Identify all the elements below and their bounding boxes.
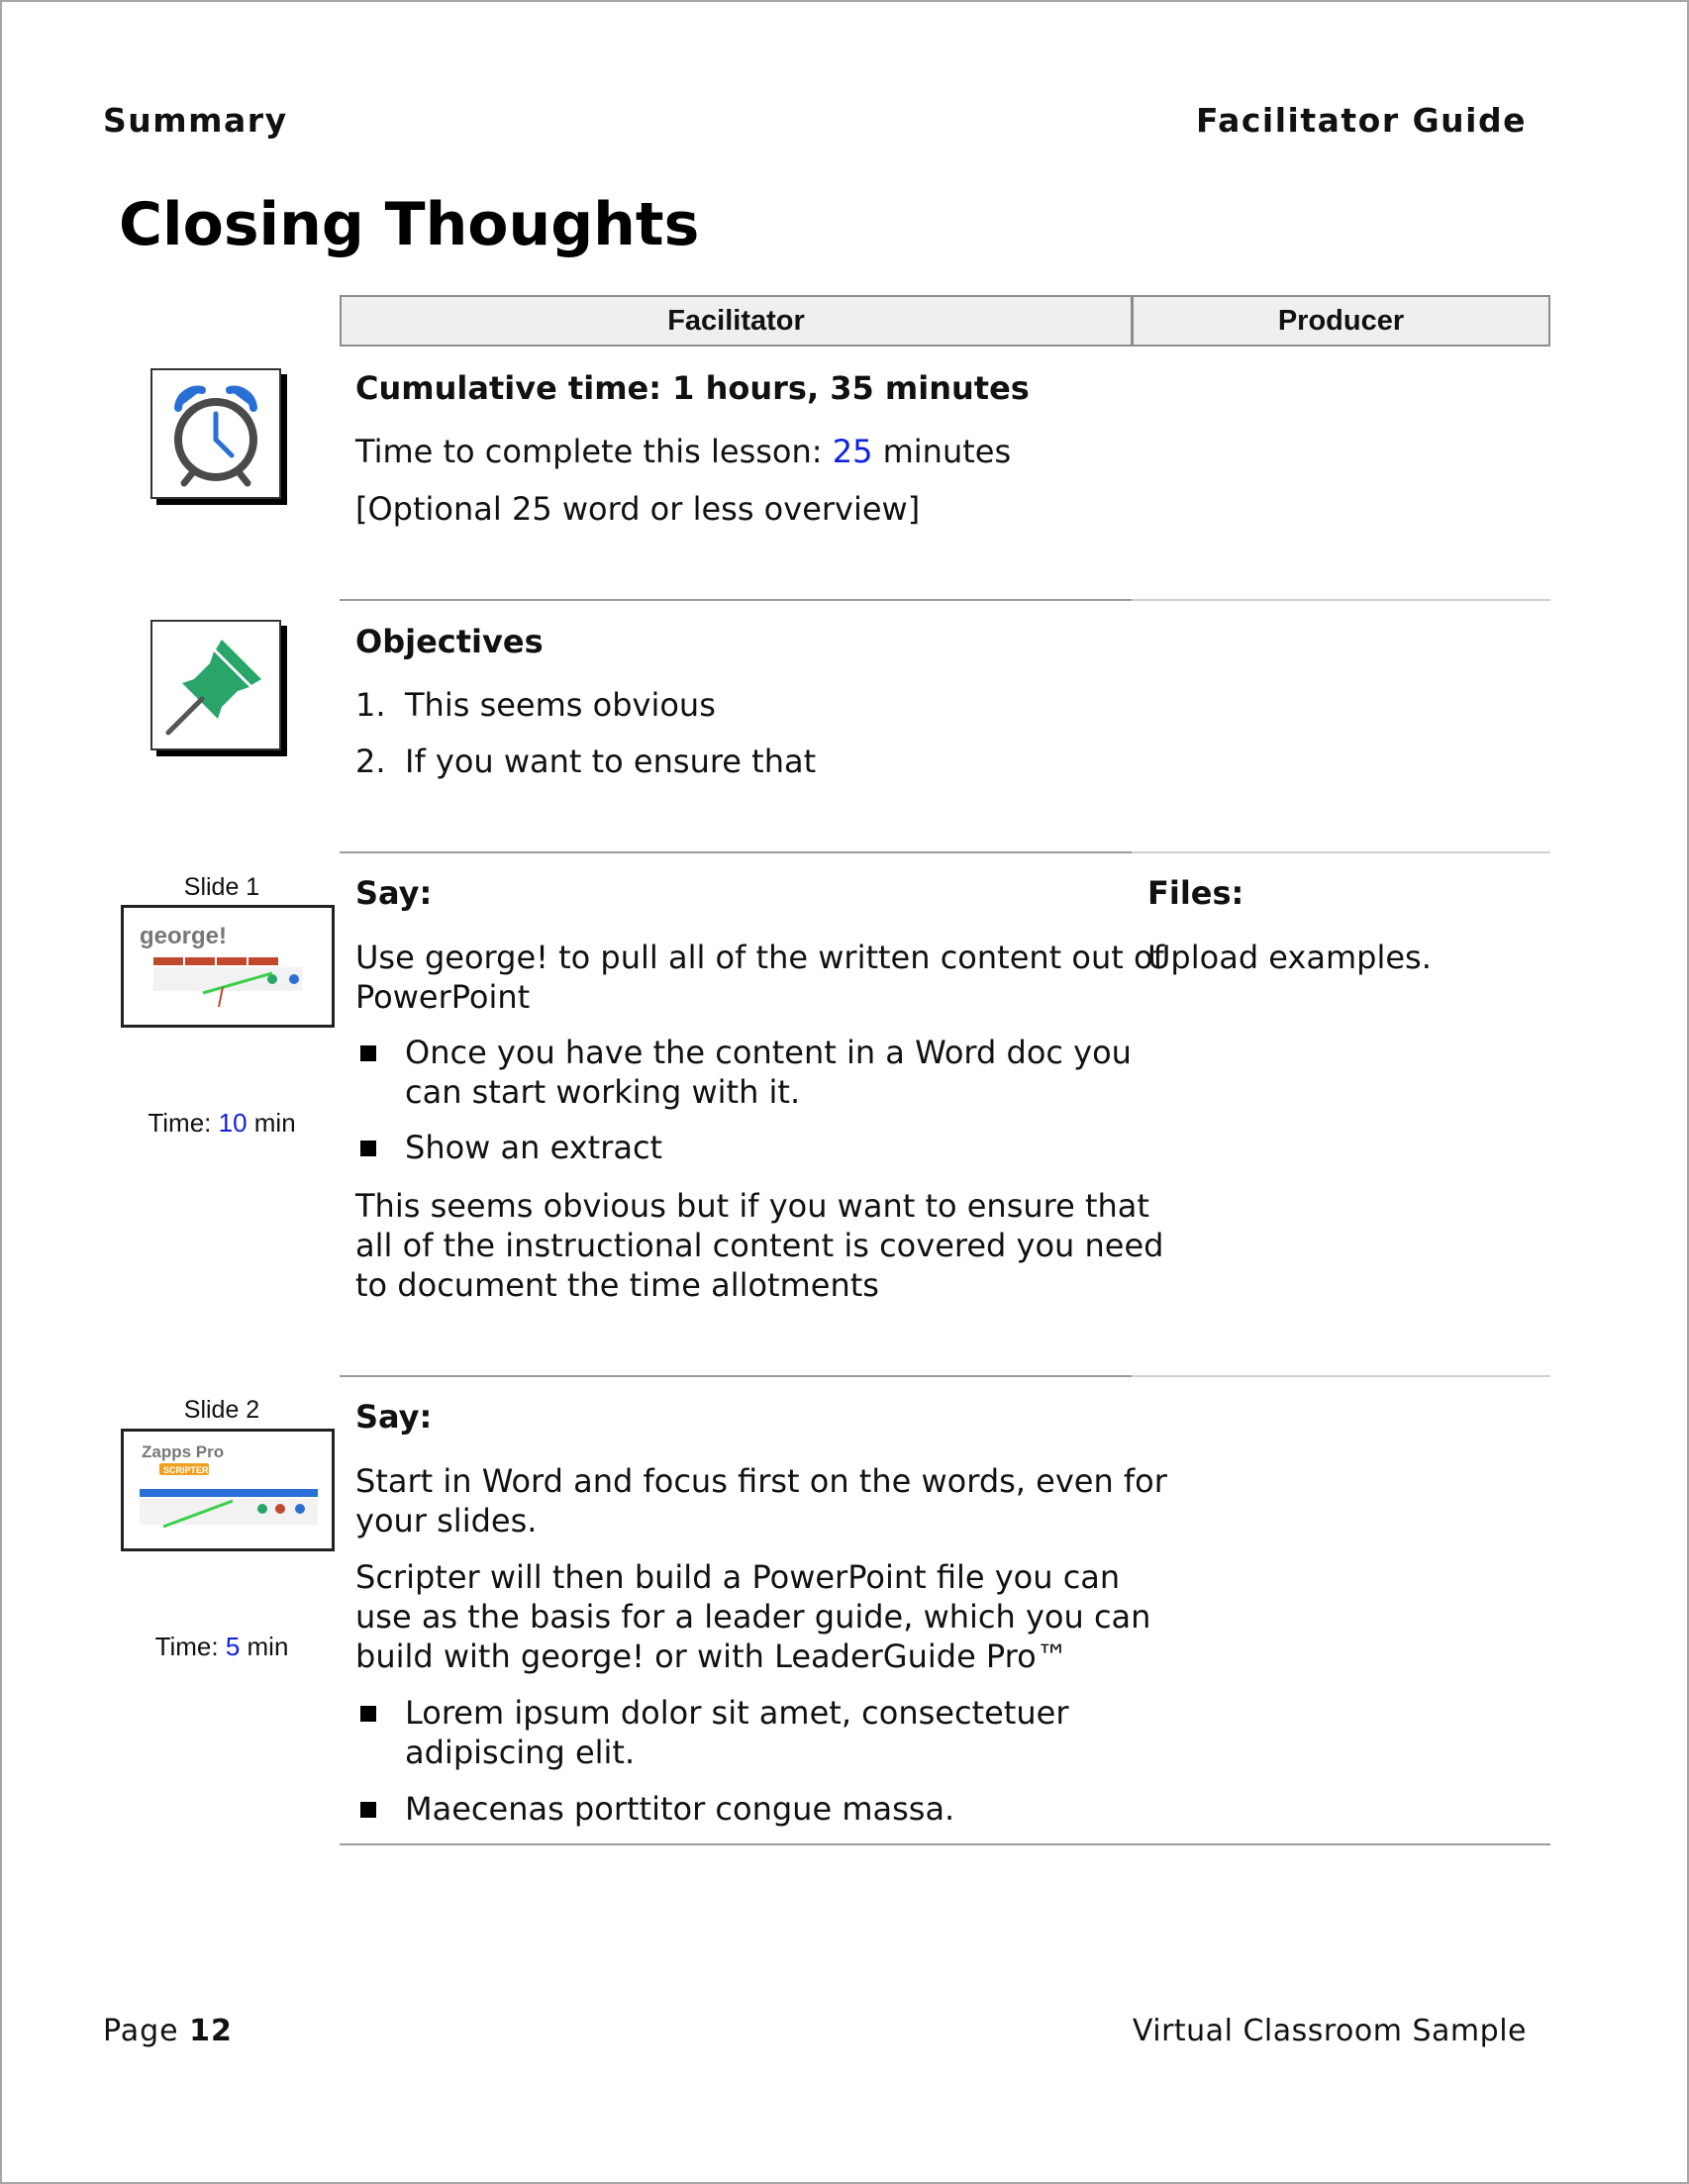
slide-1-time: [113, 1108, 331, 1139]
slide-1-time-value: 10: [218, 1108, 248, 1138]
column-header-facilitator-label: Facilitator: [667, 305, 805, 337]
footer-document-name: Virtual Classroom Sample: [1132, 2014, 1527, 2048]
row-divider: [340, 599, 1134, 601]
slide-2-thumb-logo: Zapps Pro: [142, 1442, 225, 1461]
footer-page-number: [103, 2014, 233, 2048]
slide-1-thumb-logo: george!: [140, 923, 228, 949]
slide-2-time-value: 5: [225, 1632, 241, 1661]
row-divider: [340, 1375, 1134, 1377]
lesson-time-prefix: Time to complete this lesson:: [355, 433, 833, 470]
lesson-time-minutes: 25: [832, 433, 873, 470]
slide-2-thumbnail[interactable]: [121, 1429, 335, 1551]
column-header-producer-label: Producer: [1277, 305, 1405, 337]
slide-2-bullet-1-line2: adipiscing elit.: [405, 1734, 636, 1771]
row-divider: [1132, 1375, 1550, 1377]
pushpin-icon: [150, 620, 281, 750]
bullet-marker: [360, 1706, 376, 1722]
slide-2-bullet-1-line1: Lorem ipsum dolor sit amet, consectetuer: [405, 1694, 1069, 1732]
slide-2-label: Slide 2: [183, 1396, 260, 1424]
slide-1-bullet-1-line2: can start working with it.: [405, 1073, 801, 1111]
footer-page-value: 12: [189, 2014, 233, 2048]
slide-1-para1-line1: Use george! to pull all of the written content out of: [355, 939, 1164, 976]
slide-1-para2-line1: This seems obvious but if you want to ensure that: [355, 1187, 1149, 1225]
slide-1-para1-line2: PowerPoint: [355, 978, 531, 1016]
slide-2-say-heading: Say:: [355, 1398, 433, 1436]
bullet-marker: [360, 1141, 376, 1156]
slide-2-thumb-badge: SCRIPTER: [163, 1465, 209, 1475]
row-divider: [1132, 851, 1550, 853]
column-header-facilitator: [340, 295, 1133, 347]
bullet-marker: [360, 1045, 376, 1061]
alarm-clock-icon: [150, 368, 281, 499]
objective-text: If you want to ensure that: [405, 743, 817, 780]
header-section: Summary: [103, 101, 288, 140]
slide-2-time-suffix: min: [240, 1632, 289, 1661]
header-guide-name: Facilitator Guide: [1195, 101, 1527, 140]
cumulative-time: Cumulative time: 1 hours, 35 minutes: [355, 369, 1030, 407]
slide-1-bullet-1-line1: Once you have the content in a Word doc you: [405, 1034, 1132, 1071]
slide-2-para1-line2: your slides.: [355, 1502, 538, 1539]
slide-2-time: [113, 1632, 331, 1662]
bullet-marker: [360, 1802, 376, 1818]
row-divider: [340, 851, 1134, 853]
slide-1-time-prefix: Time:: [148, 1108, 219, 1138]
slide-1-thumbnail[interactable]: [121, 905, 335, 1028]
files-heading: Files:: [1147, 874, 1244, 912]
slide-2-time-prefix: Time:: [154, 1632, 226, 1661]
row-divider: [1132, 599, 1550, 601]
overview-placeholder: [Optional 25 word or less overview]: [355, 490, 921, 528]
objective-text: This seems obvious: [405, 686, 716, 724]
slide-1-para2-line2: all of the instructional content is covered you need: [355, 1227, 1164, 1264]
slide-2-para2-line3: build with george! or with LeaderGuide Pro™: [355, 1638, 1068, 1675]
lesson-time-suffix: minutes: [872, 433, 1012, 470]
column-header-producer: [1132, 295, 1550, 347]
lesson-time: [355, 432, 1011, 471]
footer-page-prefix: Page: [103, 2014, 190, 2048]
table-bottom-border: [340, 1843, 1550, 1845]
objective-number: 2.: [355, 743, 386, 780]
slide-2-para2-line1: Scripter will then build a PowerPoint file you can: [355, 1558, 1121, 1596]
page-title: Closing Thoughts: [119, 190, 700, 259]
slide-2-para1-line1: Start in Word and focus first on the words, even for: [355, 1462, 1167, 1500]
slide-1-say-heading: Say:: [355, 874, 433, 912]
objective-number: 1.: [355, 686, 386, 724]
slide-1-bullet-2: Show an extract: [405, 1129, 663, 1166]
slide-2-para2-line2: use as the basis for a leader guide, which you can: [355, 1598, 1151, 1636]
slide-1-time-suffix: min: [247, 1108, 296, 1138]
slide-1-label: Slide 1: [183, 873, 260, 901]
slide-2-bullet-2: Maecenas porttitor congue massa.: [405, 1790, 955, 1828]
files-text: Upload examples.: [1147, 939, 1432, 976]
slide-1-para2-line3: to document the time allotments: [355, 1266, 879, 1304]
objectives-heading: Objectives: [355, 623, 544, 660]
